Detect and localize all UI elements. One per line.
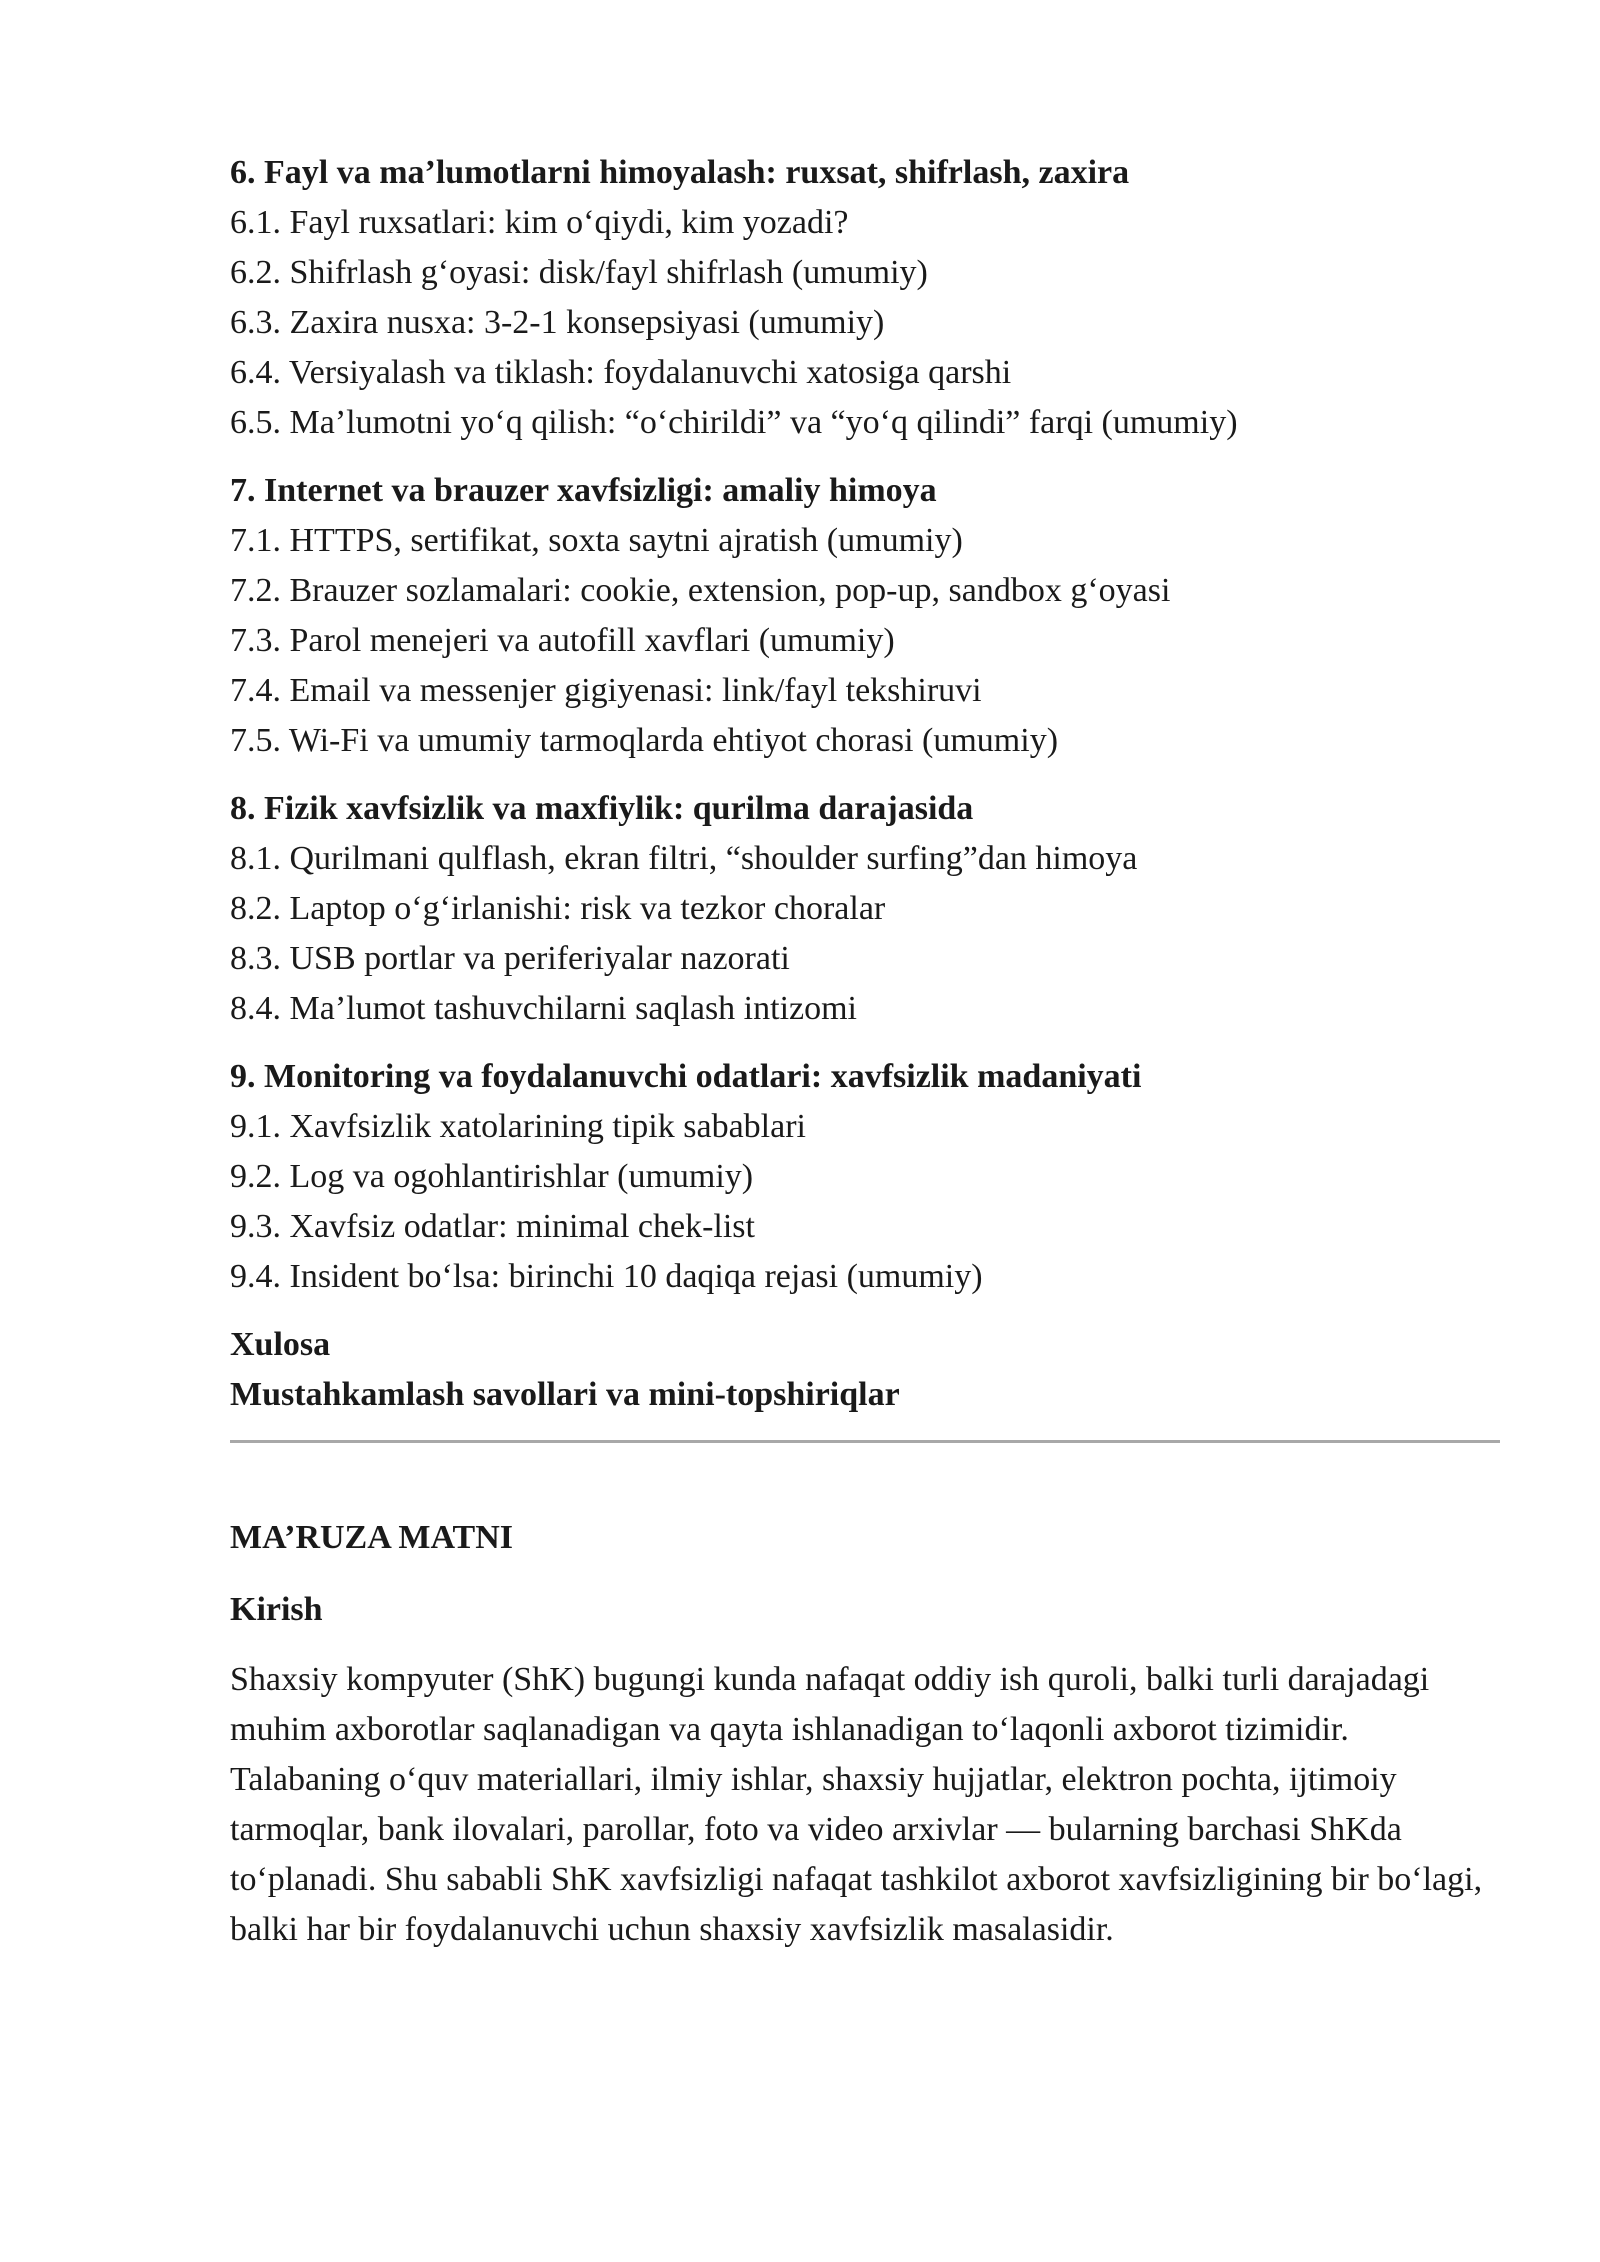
list-item: 8.4. Ma’lumot tashuvchilarni saqlash intizomi <box>230 990 858 1027</box>
closing-block <box>230 1320 1500 1420</box>
list-item: 7.1. HTTPS, sertifikat, soxta saytni ajratish (umumiy) <box>230 522 963 559</box>
section-9 <box>230 1052 1500 1302</box>
document-page <box>230 148 1500 1955</box>
list-item: 8.1. Qurilmani qulflash, ekran filtri, “shoulder surfing”dan himoya <box>230 840 1138 877</box>
section-title: 6. Fayl va ma’lumotlarni himoyalash: ruxsat, shifrlash, zaxira <box>230 154 1130 191</box>
list-item: 6.2. Shifrlash g‘oyasi: disk/fayl shifrlash (umumiy) <box>230 254 928 291</box>
list-item: 7.2. Brauzer sozlamalari: cookie, extension, pop-up, sandbox g‘oyasi <box>230 572 1171 609</box>
section-8 <box>230 784 1500 1034</box>
lecture-heading: MA’RUZA MATNI <box>230 1519 513 1556</box>
list-item: 7.4. Email va messenjer gigiyenasi: link/fayl tekshiruvi <box>230 672 982 709</box>
section-title: 7. Internet va brauzer xavfsizligi: amaliy himoya <box>230 472 937 509</box>
list-item: 6.1. Fayl ruxsatlari: kim o‘qiydi, kim yozadi? <box>230 204 849 241</box>
list-item: 9.3. Xavfsiz odatlar: minimal chek-list <box>230 1208 755 1245</box>
summary-heading: Xulosa <box>230 1326 331 1363</box>
list-item: 8.2. Laptop o‘g‘irlanishi: risk va tezkor choralar <box>230 890 886 927</box>
section-title: 8. Fizik xavfsizlik va maxfiylik: qurilma darajasida <box>230 790 974 827</box>
horizontal-divider <box>230 1440 1500 1443</box>
section-title: 9. Monitoring va foydalanuvchi odatlari: xavfsizlik madaniyati <box>230 1058 1142 1095</box>
list-item: 9.1. Xavfsizlik xatolarining tipik sabablari <box>230 1108 806 1145</box>
list-item: 9.2. Log va ogohlantirishlar (umumiy) <box>230 1158 754 1195</box>
list-item: 9.4. Insident bo‘lsa: birinchi 10 daqiqa rejasi (umumiy) <box>230 1258 983 1295</box>
section-7 <box>230 466 1500 766</box>
review-heading: Mustahkamlash savollari va mini-topshiriqlar <box>230 1376 900 1413</box>
list-item: 6.5. Ma’lumotni yo‘q qilish: “o‘chirildi” va “yo‘q qilindi” farqi (umumiy) <box>230 404 1238 441</box>
list-item: 6.4. Versiyalash va tiklash: foydalanuvchi xatosiga qarshi <box>230 354 1012 391</box>
section-6 <box>230 148 1500 448</box>
list-item: 6.3. Zaxira nusxa: 3-2-1 konsepsiyasi (umumiy) <box>230 304 885 341</box>
list-item: 8.3. USB portlar va periferiyalar nazorati <box>230 940 790 977</box>
intro-heading: Kirish <box>230 1591 323 1628</box>
list-item: 7.5. Wi-Fi va umumiy tarmoqlarda ehtiyot chorasi (umumiy) <box>230 722 1059 759</box>
list-item: 7.3. Parol menejeri va autofill xavflari (umumiy) <box>230 622 895 659</box>
intro-paragraph: Shaxsiy kompyuter (ShK) bugungi kunda nafaqat oddiy ish quroli, balki turli darajadagi muhim axborotlar saqlanadigan va qayta ishlanadigan to‘laqonli axborot tizimidir. Talabaning o‘quv materiallari, ilmiy ishlar, shaxsiy hujjatlar, elektron pochta, ijtimoiy tarmoqlar, bank ilovalari, parollar, foto va video arxivlar — bularning barchasi ShKda to‘planadi. Shu sababli ShK xavfsizligi nafaqat tashkilot axborot xavfsizligining bir bo‘lagi, balki har bir foydalanuvchi uchun shaxsiy xavfsizlik masalasidir. <box>230 1661 1483 1948</box>
